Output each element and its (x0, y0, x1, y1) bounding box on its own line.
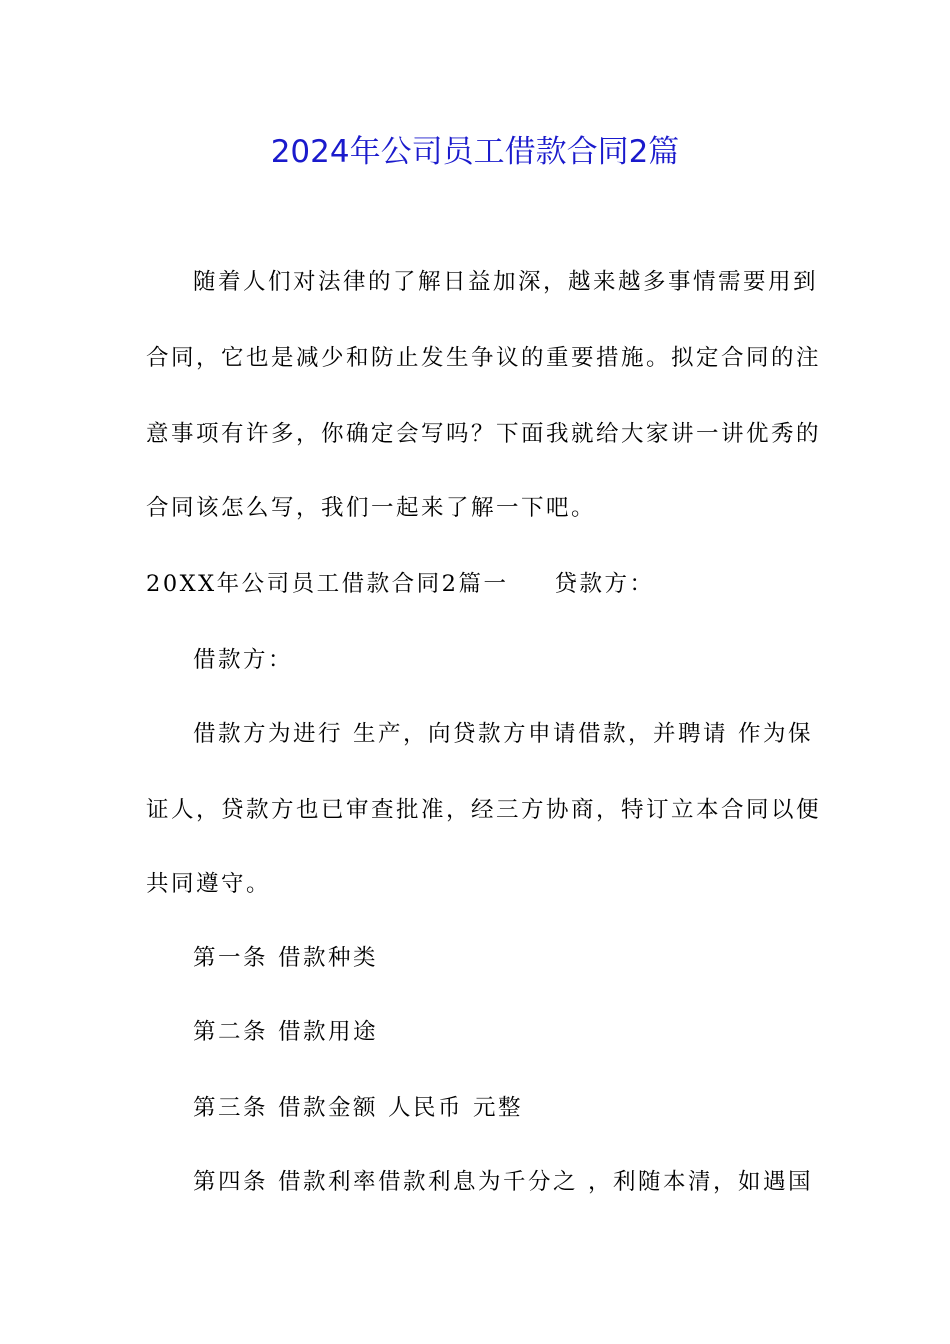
preamble-line-1 (193, 716, 813, 752)
preamble-line-2: 证人，贷款方也已审查批准，经三方协商，特订立本合同以便 (146, 797, 822, 823)
intro-line-4: 合同该怎么写，我们一起来了解一下吧。 (146, 495, 597, 521)
article-3-text: 借款金额 (278, 1095, 379, 1121)
article-4 (193, 1164, 813, 1200)
borrower-label: 借款方： (193, 647, 294, 673)
article-4-text-1: 借款利率借款利息为千分之 (278, 1169, 579, 1195)
article-2 (193, 1014, 378, 1050)
document-title: 2024年公司员工借款合同2篇 (270, 134, 680, 170)
section-heading: 20XX年公司员工借款合同2篇一 (146, 571, 509, 597)
article-1-text: 借款种类 (278, 945, 379, 971)
article-1 (193, 940, 378, 976)
preamble-line-3: 共同遵守。 (146, 871, 272, 897)
intro-line-3: 意事项有许多，你确定会写吗？下面我就给大家讲一讲优秀的 (146, 421, 822, 447)
preamble-part-3: 作为保 (738, 721, 814, 747)
article-2-label: 第二条 (193, 1019, 269, 1045)
article-2-text: 借款用途 (278, 1019, 379, 1045)
article-3-unit: 元整 (473, 1095, 524, 1121)
section-heading-row (146, 566, 655, 602)
article-4-text-2: ，利随本清，如遇国 (588, 1169, 814, 1195)
preamble-part-1: 借款方为进行 (193, 721, 344, 747)
intro-line-2: 合同，它也是减少和防止发生争议的重要措施。拟定合同的注 (146, 345, 822, 371)
article-3 (193, 1090, 523, 1126)
article-1-label: 第一条 (193, 945, 269, 971)
article-3-label: 第三条 (193, 1095, 269, 1121)
article-3-currency: 人民币 (388, 1095, 464, 1121)
preamble-part-2: 生产，向贷款方申请借款，并聘请 (353, 721, 729, 747)
intro-line-1: 随着人们对法律的了解日益加深，越来越多事情需要用到 (193, 269, 819, 295)
lender-label: 贷款方： (554, 571, 655, 597)
article-4-label: 第四条 (193, 1169, 269, 1195)
